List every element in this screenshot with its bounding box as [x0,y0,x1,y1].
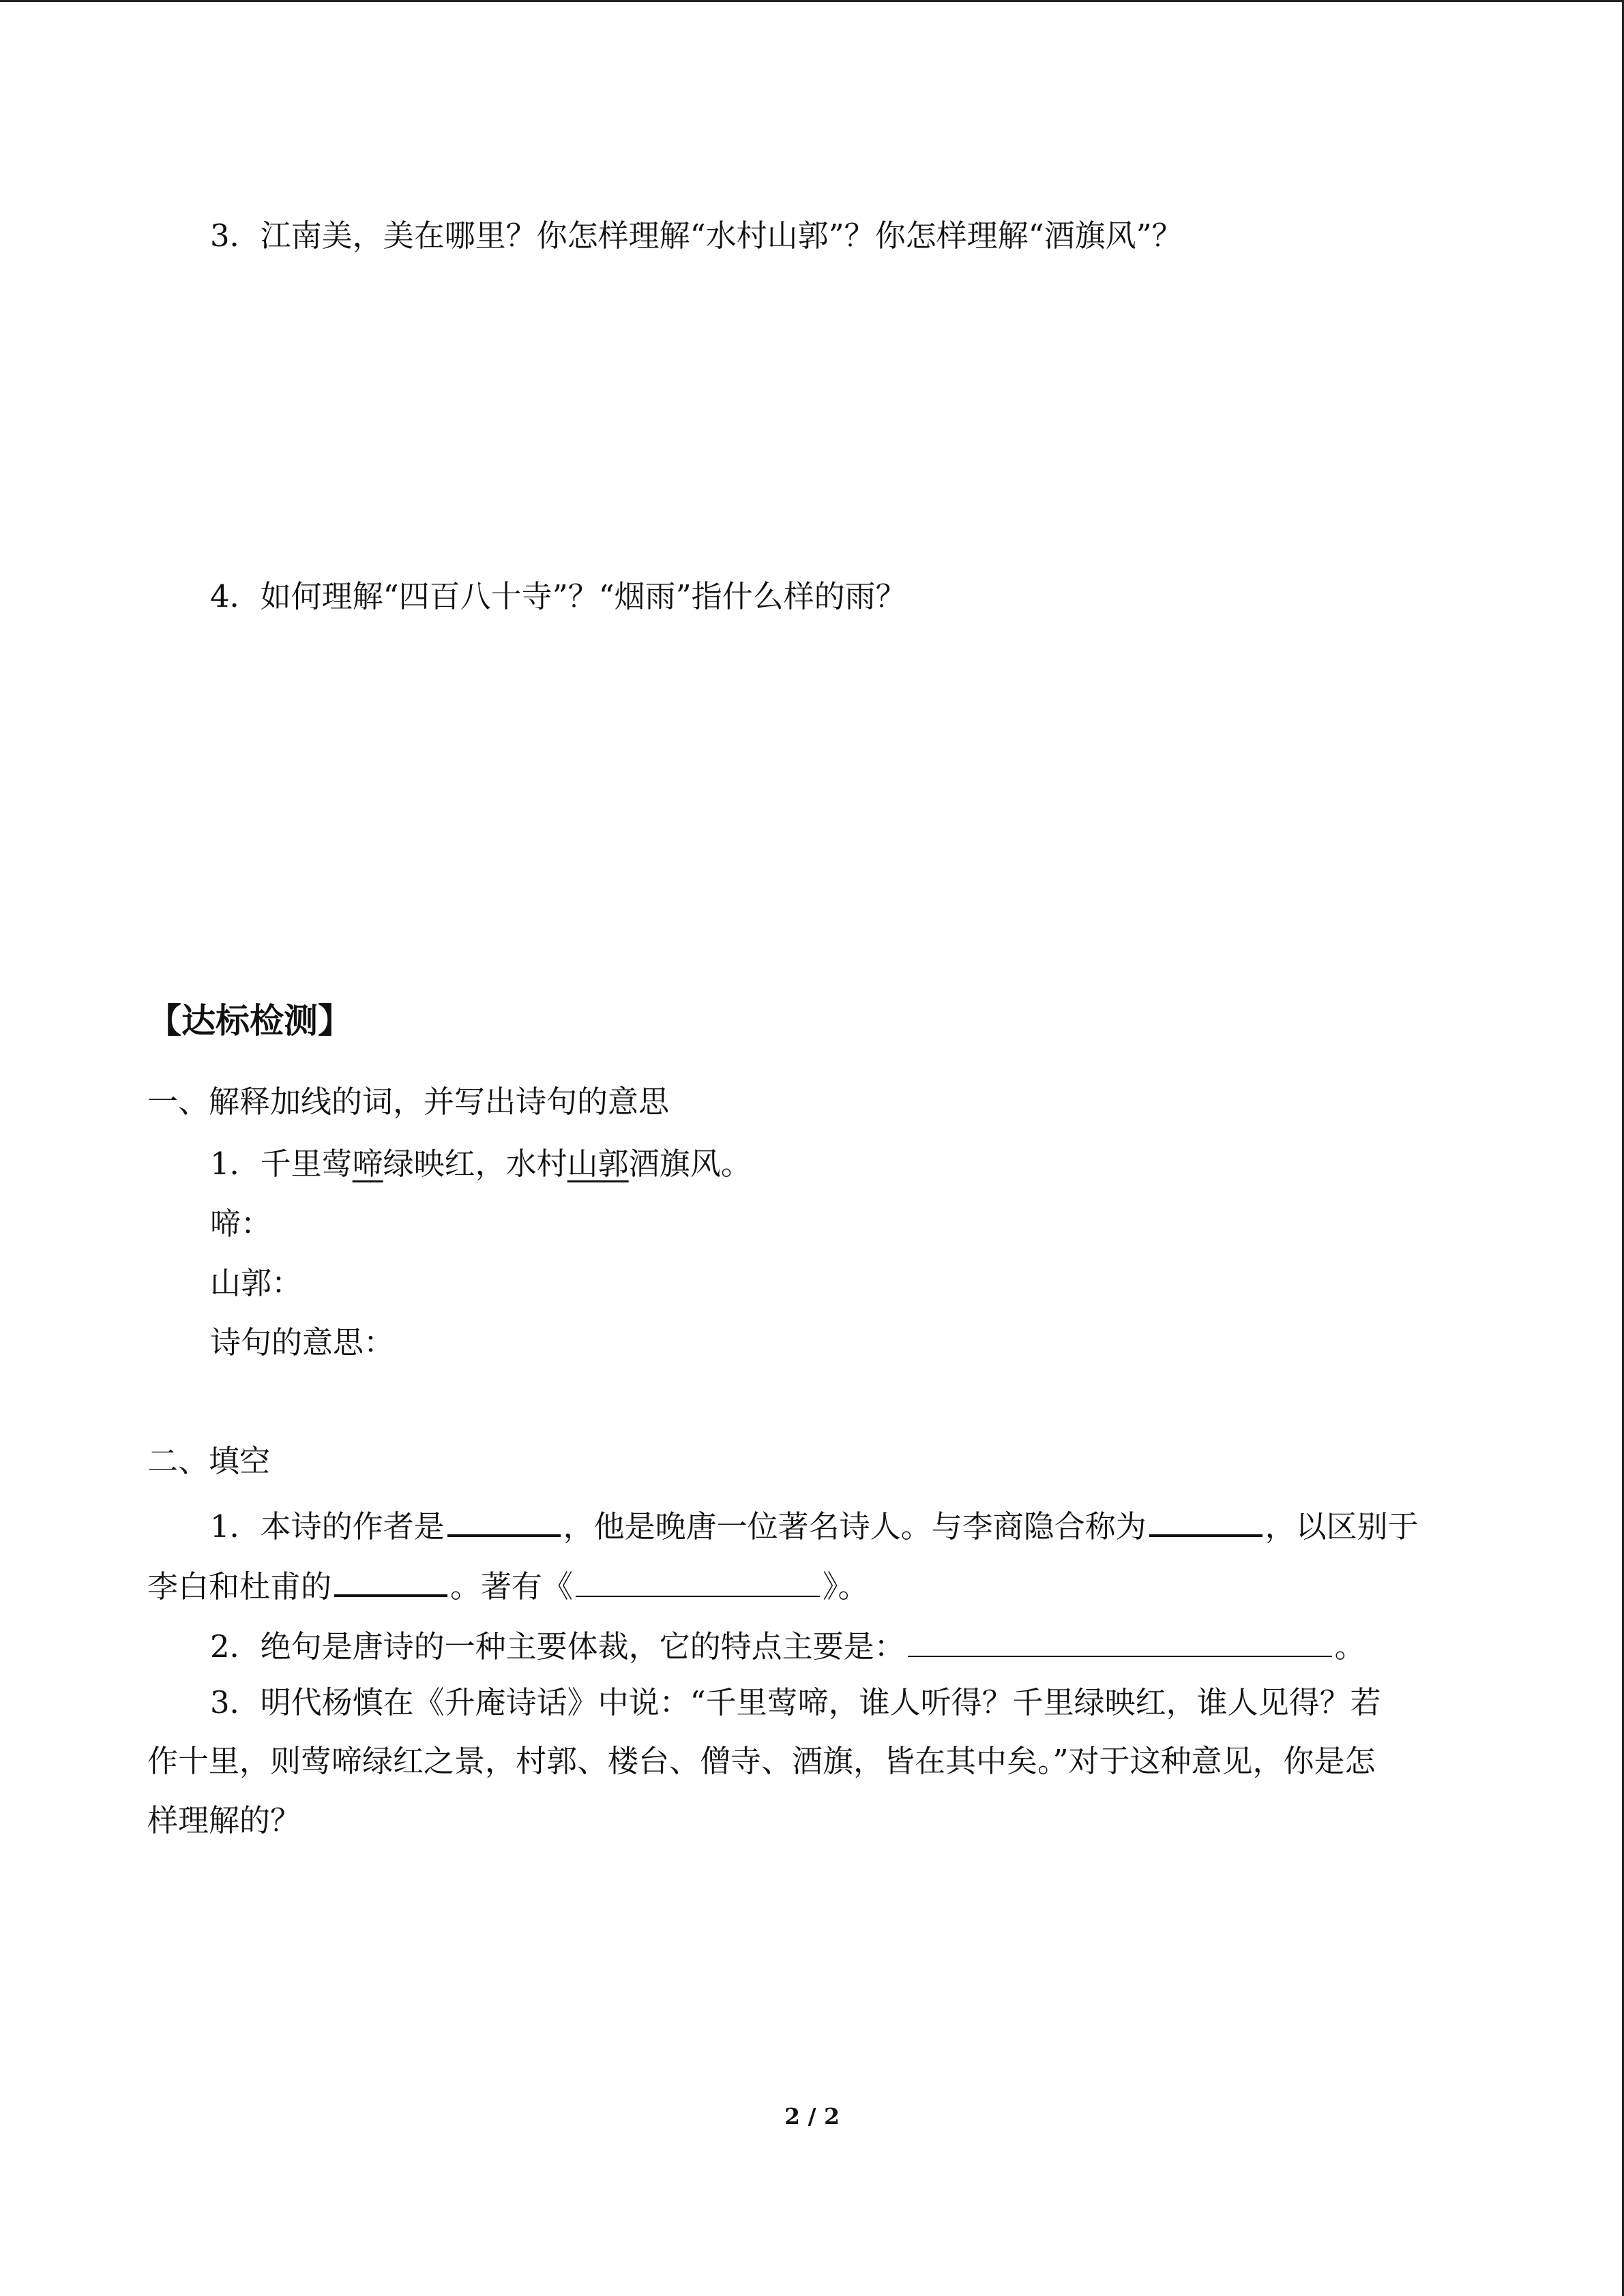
part1-item1-prefix: 1．千里莺 [210,1146,353,1182]
part2-item1-text-f: 》。 [823,1568,869,1605]
answer-label-shanguo: 山郭： [210,1265,303,1301]
part1-item1-suffix: 酒旗风。 [628,1146,752,1182]
underlined-word-ti: 啼 [352,1146,383,1182]
part2-item1-line1 [210,1502,1419,1547]
underlined-word-shanguo: 山郭 [567,1146,629,1182]
section-title: 【达标检测】 [147,1000,352,1041]
author-blank[interactable] [447,1502,561,1537]
part1-item1 [210,1144,752,1184]
page-top-border [0,0,1624,2]
part2-item3-line2: 作十里，则莺啼绿红之景，村郭、楼台、僧寺、酒旗，皆在其中矣。”对于这种意见，你是怎 [147,1743,1376,1779]
part2-title: 二、填空 [147,1443,271,1479]
part2-item1-text-e: 。著有《 [450,1568,574,1605]
alias-blank[interactable] [1149,1502,1263,1537]
works-blank[interactable] [576,1563,820,1597]
part2-item2-text-b: 。 [1334,1628,1365,1665]
part2-item1-text-d: 李白和杜甫的 [147,1568,332,1605]
question-4: 4．如何理解“四百八十寺”？“烟雨”指什么样的雨？ [210,578,906,614]
part2-item1-text-c: ，以区别于 [1265,1508,1419,1545]
part2-item2 [210,1623,1365,1667]
part2-item1-line2 [147,1562,869,1607]
question-3: 3．江南美，美在哪里？你怎样理解“水村山郭”？你怎样理解“酒旗风”？ [210,218,1183,254]
part2-item1-text-b: ，他是晚唐一位著名诗人。与李商隐合称为 [563,1508,1147,1545]
part2-item3-line1: 3．明代杨慎在《升庵诗话》中说：“千里莺啼，谁人听得？千里绿映红，谁人见得？若 [210,1684,1381,1720]
part1-item1-middle: 绿映红，水村 [383,1146,567,1182]
page-number: 2 / 2 [784,2103,840,2130]
features-blank[interactable] [908,1623,1332,1657]
part1-title: 一、解释加线的词，并写出诗句的意思 [147,1084,670,1120]
answer-label-ti: 啼： [210,1206,272,1242]
part2-item2-text-a: 2．绝句是唐诗的一种主要体裁，它的特点主要是： [210,1628,905,1665]
compare-blank[interactable] [334,1562,447,1597]
part2-item1-text-a: 1．本诗的作者是 [210,1508,445,1545]
answer-label-meaning: 诗句的意思： [210,1324,395,1360]
part2-item3-line3: 样理解的？ [147,1802,301,1838]
